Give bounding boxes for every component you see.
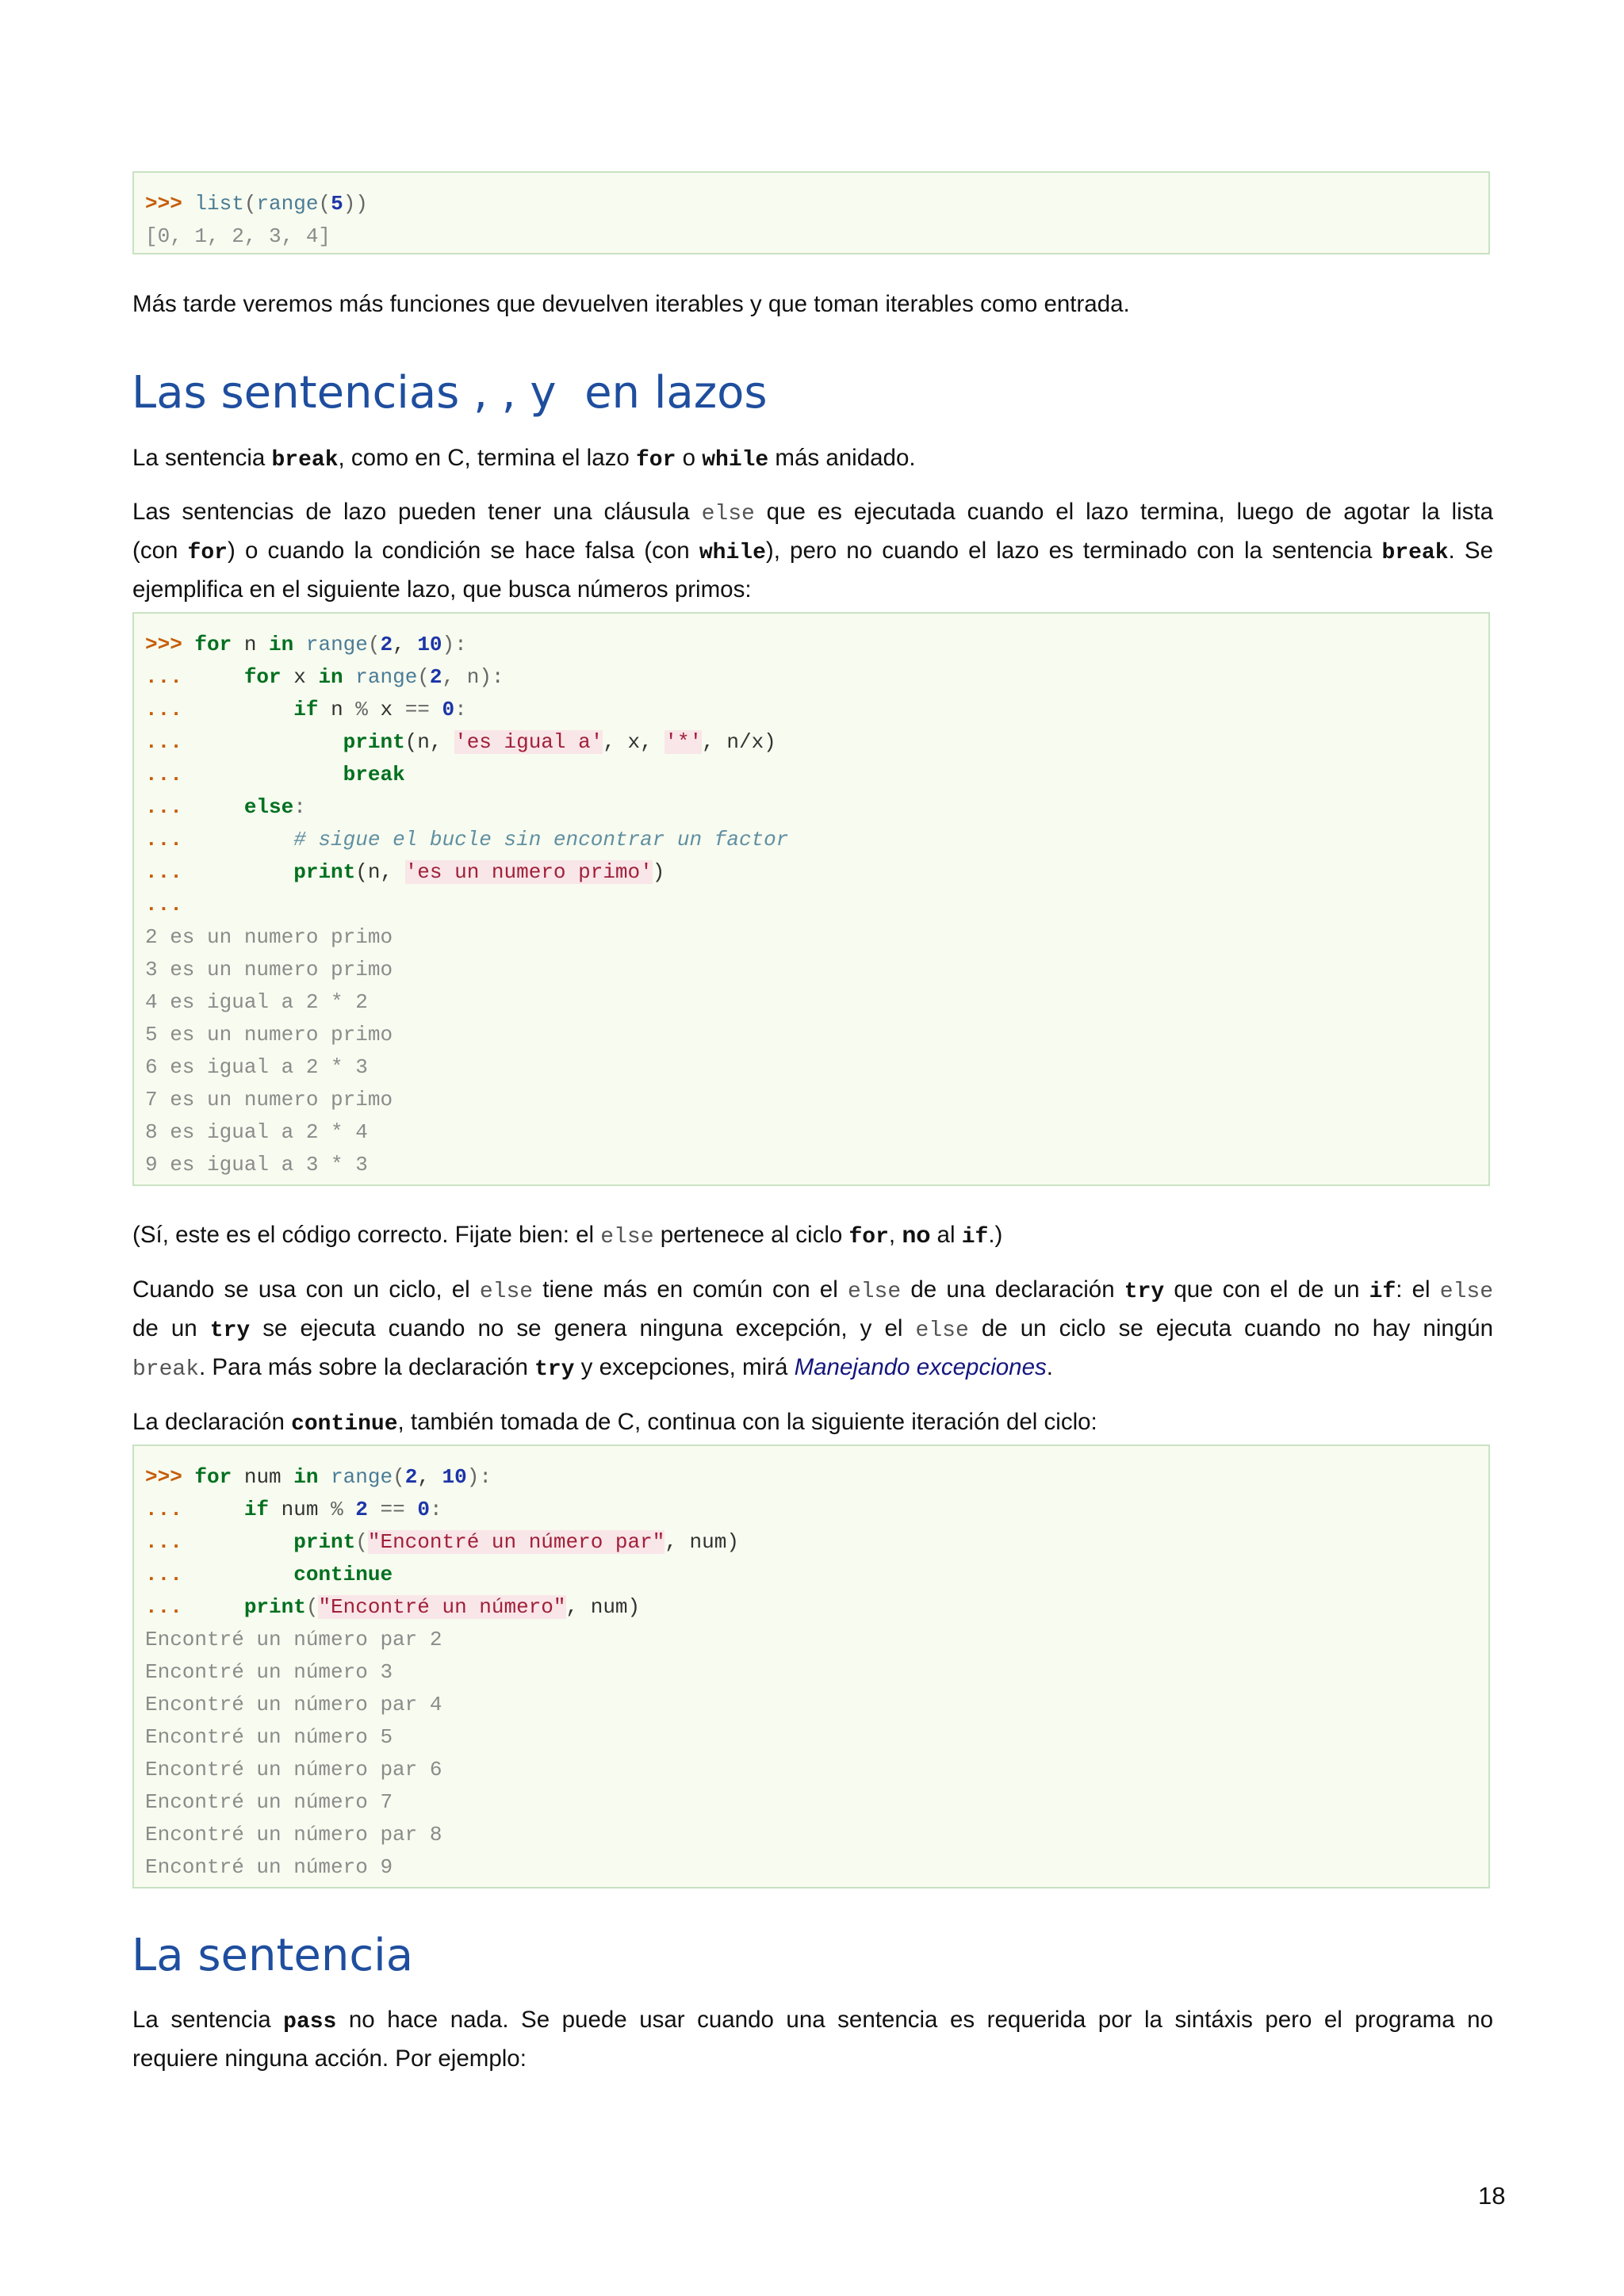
section-heading-break-continue: Las sentencias , , y en lazos: [132, 367, 768, 419]
code-block-range: [132, 171, 1490, 254]
code-line: ... break: [145, 763, 405, 786]
code-output-line: 5 es un numero primo: [145, 1023, 393, 1047]
code-output-line: 6 es igual a 2 * 3: [145, 1055, 368, 1079]
code-output-line: Encontré un número par 8: [145, 1823, 442, 1846]
code-output-line: Encontré un número par 4: [145, 1693, 442, 1716]
document-page: >>> list(range(5)) [0, 1, 2, 3, 4] Más tarde veremos más funciones que devuelven iterables y que toman iterables como entrada. Las sentencias , , y en lazos La sentencia break, como en C, termina el lazo for o while más anidado. Las sentencias de lazo pueden tener una cláusula else que es ejecutada cuando el lazo termina, luego de agotar la lista (con for) o cuando la condición se hace falsa (con while), pero no cuando el lazo es terminado con la sentencia break. Se ejemplifica en el siguiente lazo, que busca números primos: >>> for n in range(2, 10): ... for x in range(2, n): ... if n % x == 0: ... print(n, 'es igual a', x, '*', n/x) ... break ... else: ... # sigue el bucle sin encontrar un factor ... print(n, 'es un numero primo') ... 2 es un numero primo 3 es un numero primo 4 es igual a 2 * 2 5 es un numero primo 6 es igual a 2 * 3 7 es un numero primo 8 es igual a 2 * 4 9 es igual a 3 * 3 (Sí, este es el código correcto. Fijate bien: el else pertenece al ciclo for, no al if.) Cuando se usa con un ciclo, el else tiene más en común con el else de una declaración try que con el de un if: el else de un try se ejecuta cuando no se genera ninguna excepción, y el else de un ciclo se ejecuta cuando no hay ningún break. Para más sobre la declaración try y excepciones, mirá Manejando excepciones. La declaración continue, también tomada de C, continua con la siguiente iteración del ciclo: >>> for num in range(2, 10): ... if num % 2 == 0: ... print("Encontré un número par", num) ... continue ... print("Encontré un número", num) Encontré un número par 2 Encontré un número 3 Encontré un número par 4 Encontré un número 5 Encontré un número par 6 Encontré un número 7 Encontré un número par 8 Encontré un número 9 La sentencia La sentencia pass no hace nada. Se puede usar cuando una sentencia es requerida por la sintáxis pero el programa no requiere ninguna acción. Por ejemplo: 18: [0, 0, 1624, 2296]
code-line: ...: [145, 893, 182, 916]
code-line: ... if n % x == 0:: [145, 698, 467, 721]
code-output-line: 4 es igual a 2 * 2: [145, 990, 368, 1014]
code-output-line: 2 es un numero primo: [145, 925, 393, 949]
code-block-primes: [132, 612, 1490, 1186]
code-line: ... print(n, 'es igual a', x, '*', n/x): [145, 730, 776, 754]
code-line: ... continue: [145, 1563, 393, 1586]
paragraph-continue: La declaración continue, también tomada de C, continua con la siguiente iteración del ciclo:: [132, 1409, 1097, 1437]
code-line: >>> list(range(5)): [145, 192, 368, 216]
page-number: 18: [1478, 2182, 1506, 2210]
code-block-continue: [132, 1445, 1490, 1888]
code-line: ... print("Encontré un número par", num): [145, 1530, 739, 1554]
code-output-line: Encontré un número par 2: [145, 1628, 442, 1651]
paragraph-iterables: Más tarde veremos más funciones que devuelven iterables y que toman iterables como entrada.: [132, 291, 1130, 317]
paragraph-note-else: (Sí, este es el código correcto. Fijate bien: el else pertenece al ciclo for, no al if.): [132, 1222, 1003, 1249]
code-line: ... print(n, 'es un numero primo'): [145, 860, 665, 884]
code-output-line: Encontré un número 9: [145, 1855, 393, 1879]
code-line: >>> for num in range(2, 10):: [145, 1465, 492, 1489]
code-output-line: Encontré un número 3: [145, 1660, 393, 1684]
code-line: >>> for n in range(2, 10):: [145, 633, 467, 656]
link-manejando-excepciones[interactable]: Manejando excepciones: [794, 1354, 1047, 1380]
code-output-line: Encontré un número par 6: [145, 1758, 442, 1781]
code-output-line: 8 es igual a 2 * 4: [145, 1120, 368, 1144]
code-output-line: [0, 1, 2, 3, 4]: [145, 224, 331, 248]
code-line: ... print("Encontré un número", num): [145, 1595, 641, 1619]
code-line: ... for x in range(2, n):: [145, 665, 504, 689]
code-line: ... if num % 2 == 0:: [145, 1498, 442, 1521]
code-output-line: Encontré un número 7: [145, 1790, 393, 1814]
code-line: ... else:: [145, 795, 306, 819]
code-line: ... # sigue el bucle sin encontrar un factor: [145, 828, 789, 851]
code-output-line: 7 es un numero primo: [145, 1088, 393, 1112]
code-output-line: 3 es un numero primo: [145, 958, 393, 982]
section-heading-pass: La sentencia: [132, 1930, 414, 1981]
code-output-line: Encontré un número 5: [145, 1725, 393, 1749]
code-output-line: 9 es igual a 3 * 3: [145, 1153, 368, 1177]
paragraph-break: La sentencia break, como en C, termina el lazo for o while más anidado.: [132, 445, 916, 473]
